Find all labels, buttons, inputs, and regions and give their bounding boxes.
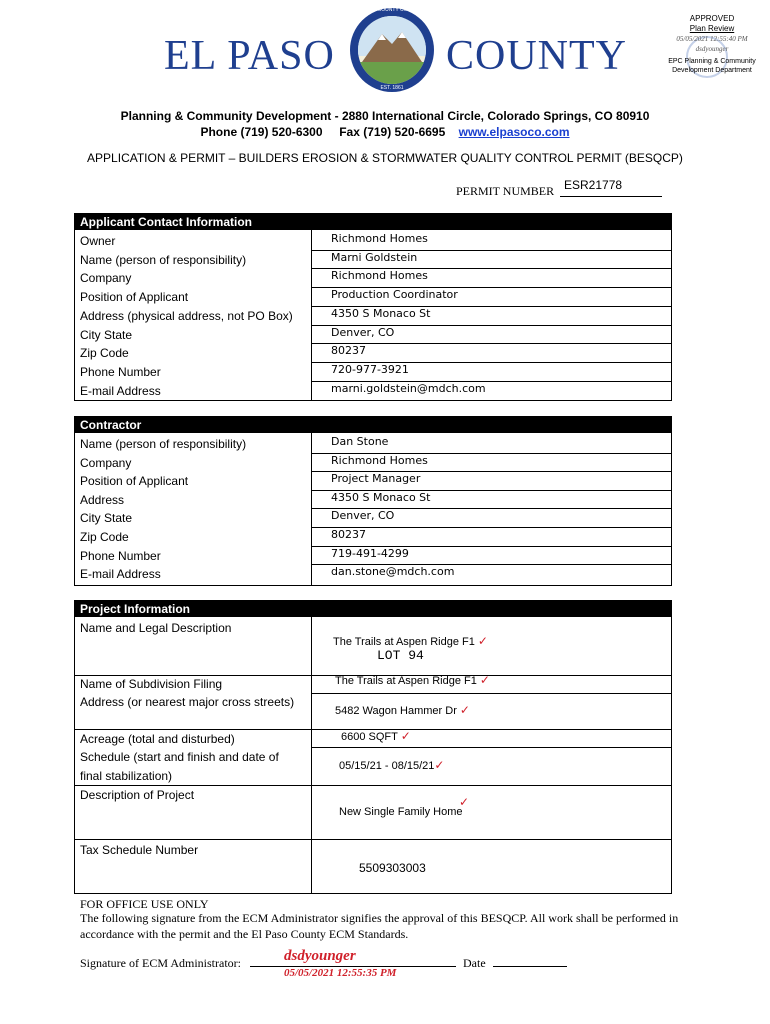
contractor-section	[74, 416, 672, 586]
schedule-label-2: final stabilization)	[80, 769, 173, 783]
mountain-icon	[358, 16, 426, 84]
check-icon: ✓	[477, 634, 488, 648]
office-use-heading: FOR OFFICE USE ONLY	[80, 897, 209, 911]
applicant-field-label: E-mail Address	[80, 383, 161, 398]
seal-bottom-text: EST. 1861	[380, 85, 404, 91]
check-icon: ✓	[459, 703, 470, 717]
schedule-value: 05/15/21 - 08/15/21✓	[339, 758, 445, 772]
project-section-title: Project Information	[75, 601, 671, 617]
description-label: Description of Project	[80, 788, 195, 802]
website-link[interactable]: www.elpasoco.com	[458, 125, 570, 139]
contractor-field-value: Dan Stone	[331, 435, 389, 448]
contact-line	[0, 124, 770, 140]
address-line: Planning & Community Development - 2880 International Circle, Colorado Springs, CO 80910	[120, 109, 650, 123]
contractor-field-label: Company	[80, 455, 132, 470]
address-value: 5482 Wagon Hammer Dr ✓	[335, 703, 470, 717]
date-line[interactable]	[493, 966, 567, 967]
contractor-field-label: Address	[80, 492, 125, 507]
contractor-field-label: Zip Code	[80, 530, 129, 544]
applicant-field-value: 4350 S Monaco St	[331, 306, 431, 320]
applicant-field-label: Position of Applicant	[80, 290, 189, 305]
seal-top-text: EL PASO COUNTY COLORADO	[355, 7, 429, 13]
contractor-field-label: Position of Applicant	[80, 474, 189, 489]
county-name-left: EL PASO	[164, 33, 335, 79]
stamp-date: 05/05/2021 12:55:40 PM	[676, 35, 748, 43]
signature-date: 05/05/2021 12:55:35 PM	[284, 967, 397, 979]
contractor-field-label: Name (person of responsibility)	[80, 437, 247, 451]
name-legal-label: Name and Legal Description	[80, 621, 232, 635]
applicant-section-title: Applicant Contact Information	[75, 214, 671, 230]
applicant-section	[74, 213, 672, 401]
contractor-field-value: Richmond Homes	[331, 453, 428, 467]
applicant-field-value: Richmond Homes	[331, 269, 428, 283]
stamp-department: EPC Planning & Community Development Department	[668, 58, 756, 74]
description-value: New Single Family Home	[339, 806, 463, 818]
acreage-label: Acreage (total and disturbed)	[80, 732, 235, 746]
subdivision-value: The Trails at Aspen Ridge F1 ✓	[335, 673, 490, 687]
contractor-field-label: City State	[80, 511, 133, 526]
contractor-field-label: Phone Number	[80, 548, 161, 563]
plan-review-label: Plan Review	[689, 24, 735, 33]
permit-number-value: ESR21778	[564, 178, 623, 192]
applicant-field-label: Phone Number	[80, 364, 161, 379]
fax: Fax (719) 520-6695	[339, 125, 446, 139]
contractor-field-value: 4350 S Monaco St	[331, 490, 431, 504]
contractor-field-value: Denver, CO	[331, 509, 395, 523]
tax-schedule-label: Tax Schedule Number	[80, 843, 199, 857]
signature-name: dsdyounger	[284, 948, 356, 964]
project-section	[74, 600, 672, 894]
address-label: Address (or nearest major cross streets)	[80, 695, 295, 709]
acreage-value: 6600 SQFT ✓	[341, 729, 411, 743]
applicant-field-value: Denver, CO	[331, 325, 395, 339]
applicant-field-label: Owner	[80, 234, 116, 248]
applicant-field-value: 80237	[331, 344, 366, 358]
applicant-field-label: Company	[80, 271, 132, 286]
contractor-section-title: Contractor	[75, 417, 671, 433]
name-legal-value: The Trails at Aspen Ridge F1 ✓	[333, 634, 488, 648]
contractor-field-value: 719-491-4299	[331, 546, 409, 560]
applicant-field-label: Address (physical address, not PO Box)	[80, 308, 293, 323]
contractor-field-value: Project Manager	[331, 472, 421, 486]
application-title: APPLICATION & PERMIT – BUILDERS EROSION & STORMWATER QUALITY CONTROL PERMIT (BESQCP)	[87, 151, 683, 165]
approved-label: APPROVED	[689, 14, 735, 23]
applicant-field-label: Zip Code	[80, 346, 129, 361]
description-check: ✓	[459, 795, 470, 809]
check-icon: ✓	[434, 758, 445, 772]
lot-value: LOT 94	[377, 648, 424, 663]
applicant-field-value: 720-977-3921	[331, 362, 409, 376]
check-icon: ✓	[400, 729, 411, 743]
county-seal	[350, 8, 434, 92]
contractor-field-label: E-mail Address	[80, 567, 161, 582]
permit-number-label: PERMIT NUMBER	[456, 184, 555, 198]
approval-stamp	[664, 14, 760, 75]
stamp-user: dsdyounger	[695, 45, 729, 53]
county-name-right: COUNTY	[446, 33, 627, 79]
permit-number-line	[560, 196, 662, 197]
date-label: Date	[463, 956, 486, 970]
phone: Phone (719) 520-6300	[200, 125, 323, 139]
schedule-label-1: Schedule (start and finish and date of	[80, 750, 279, 764]
contractor-field-value: 80237	[331, 528, 366, 541]
subdivision-label: Name of Subdivision Filing	[80, 677, 223, 691]
applicant-field-value: Production Coordinator	[331, 288, 458, 302]
office-use-text: The following signature from the ECM Administrator signifies the approval of this BESQCP. All work shall be performed in accordance with the permit and the El Paso County ECM Standards.	[80, 911, 679, 941]
contractor-field-value: dan.stone@mdch.com	[331, 565, 455, 579]
applicant-field-value: Richmond Homes	[331, 232, 428, 245]
signature-label: Signature of ECM Administrator:	[80, 956, 241, 970]
applicant-field-label: Name (person of responsibility)	[80, 252, 247, 267]
applicant-field-label: City State	[80, 327, 133, 342]
tax-schedule-value: 5509303003	[359, 861, 426, 875]
applicant-field-value: Marni Goldstein	[331, 250, 418, 264]
check-icon: ✓	[479, 673, 490, 687]
applicant-field-value: marni.goldstein@mdch.com	[331, 381, 486, 395]
